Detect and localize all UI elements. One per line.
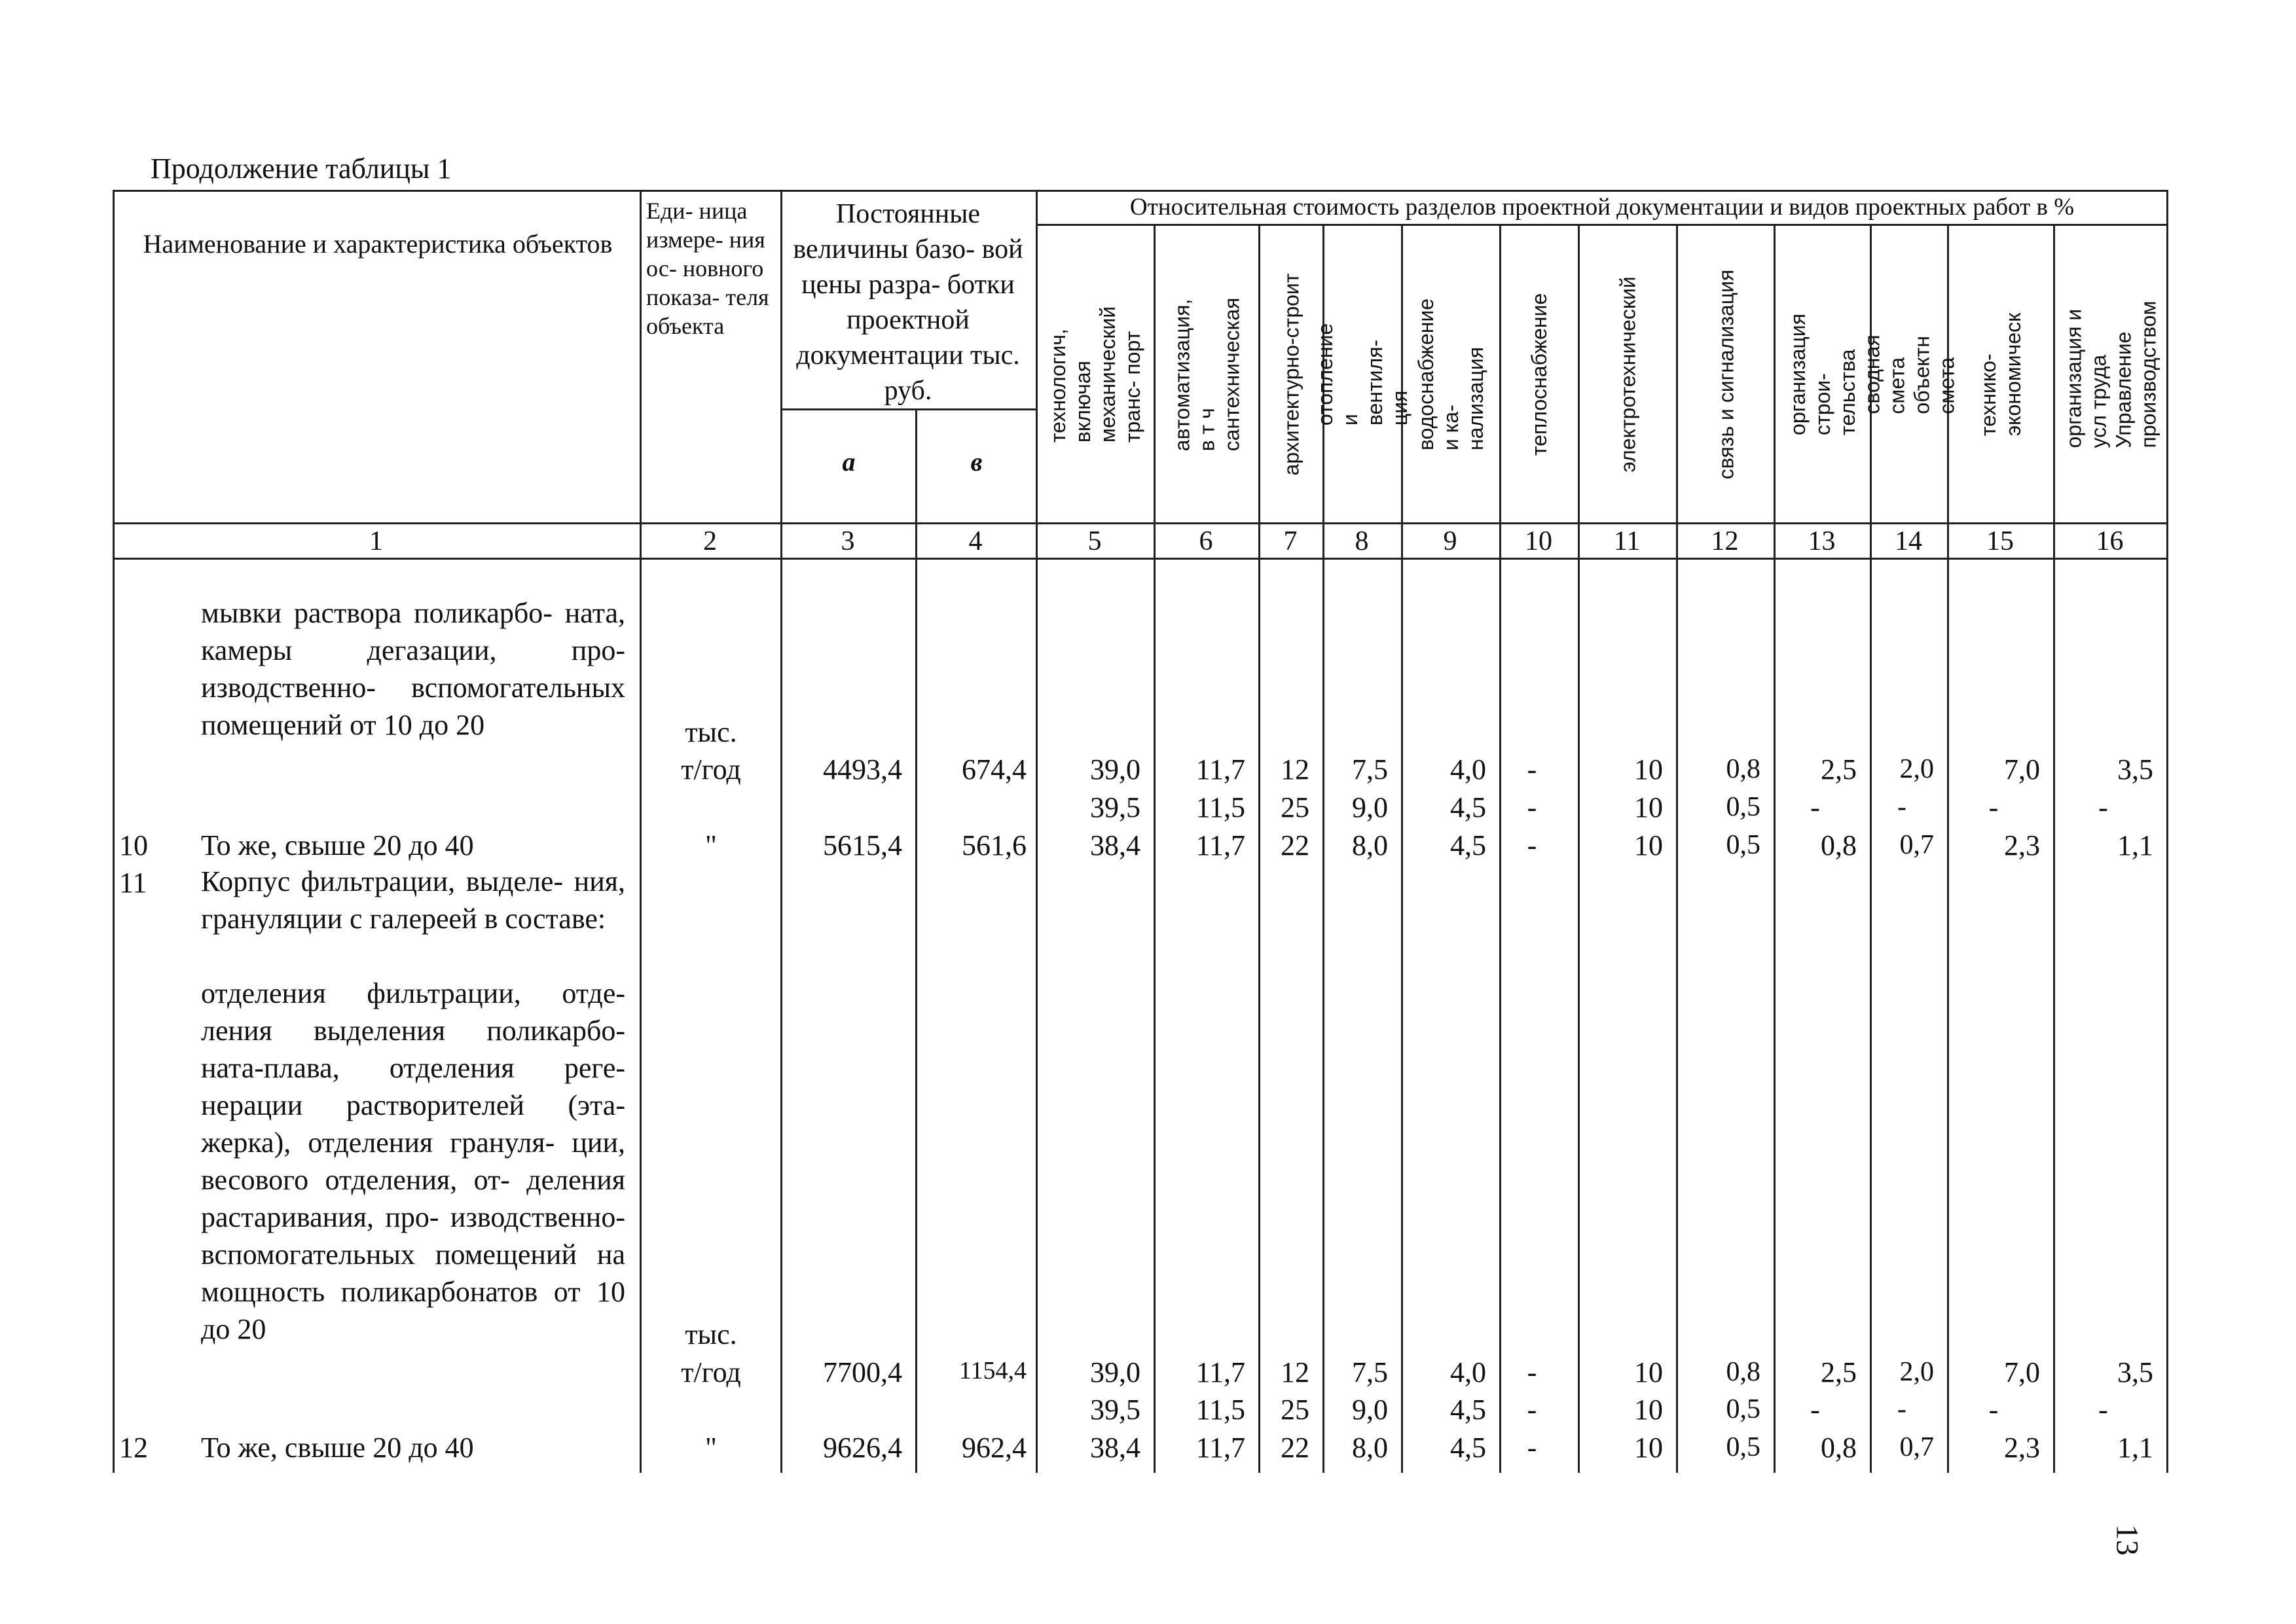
- col-number: 2: [703, 526, 717, 556]
- rule-numbers-top: [113, 522, 2168, 524]
- percent-cell: 39,0: [1090, 753, 1140, 785]
- rule-numbers-bottom: [113, 558, 2168, 560]
- header-col14: сводная смета объектн смета: [1860, 334, 1959, 414]
- percent-cell: 2,5: [1821, 753, 1857, 785]
- percent-cell: 4,0: [1450, 1356, 1486, 1388]
- value-a: 4493,4: [823, 753, 902, 785]
- col-number: 8: [1355, 526, 1369, 556]
- percent-cell: 10: [1634, 1432, 1663, 1464]
- header-col7: архитектурно-строит: [1279, 273, 1303, 475]
- percent-cell: 38,4: [1090, 1432, 1140, 1464]
- header-col11: электротехнический: [1616, 276, 1640, 473]
- col-number: 14: [1895, 526, 1922, 556]
- percent-cell: -: [1810, 791, 1820, 823]
- percent-cell: 2,0: [1899, 754, 1934, 784]
- percent-cell: 11,5: [1195, 1394, 1245, 1426]
- value-a: 7700,4: [823, 1356, 902, 1388]
- value-b: 561,6: [962, 829, 1027, 861]
- percent-cell: 2,3: [2004, 829, 2040, 861]
- percent-cell: 9,0: [1352, 791, 1388, 823]
- percent-cell: 7,0: [2004, 753, 2040, 785]
- percent-cell: 4,5: [1450, 1394, 1486, 1426]
- row-text: мывки раствора поликарбо- ната, камеры дегазации, про- изводственно- вспомогательных помещений от 10 до 20: [201, 597, 625, 741]
- percent-cell: 10: [1634, 791, 1663, 823]
- row-text: То же, свыше 20 до 40: [201, 1432, 474, 1464]
- rule-top: [113, 190, 2168, 192]
- percent-cell: 10: [1634, 753, 1663, 785]
- percent-cell: 25: [1281, 1394, 1309, 1426]
- unit-cell: т/год: [681, 753, 741, 785]
- header-base-price: Постоянные величины базо- вой цены разра- ботки проектной документации тыс. руб.: [793, 199, 1023, 406]
- header-group: Относительная стоимость разделов проектной документации и видов проектных работ в %: [1129, 194, 2075, 221]
- percent-cell: -: [2098, 791, 2108, 823]
- percent-cell: 1,1: [2117, 1432, 2153, 1464]
- percent-cell: 0,7: [1899, 830, 1934, 860]
- value-a: 9626,4: [823, 1432, 902, 1464]
- table-caption: Продолжение таблицы 1: [151, 153, 452, 185]
- percent-cell: -: [1988, 1394, 1999, 1426]
- row-number: 11: [119, 867, 147, 899]
- row-text: Корпус фильтрации, выделе- ния, грануляции с галереей в составе:: [201, 865, 625, 935]
- cost-table: [113, 190, 2168, 1473]
- header-name: Наименование и характеристика объектов: [143, 229, 613, 259]
- percent-cell: 1,1: [2117, 829, 2153, 861]
- header-col8: отопление и вентиля- ция: [1313, 323, 1412, 425]
- percent-cell: 10: [1634, 1394, 1663, 1426]
- header-col6: автоматизация, в т ч сантехническая: [1170, 297, 1244, 451]
- value-a: 5615,4: [823, 829, 902, 861]
- header-col15: технико- экономическ: [1977, 312, 2026, 436]
- percent-cell: 0,5: [1726, 1432, 1760, 1462]
- percent-cell: -: [1527, 1356, 1537, 1388]
- percent-cell: 39,5: [1090, 1394, 1140, 1426]
- percent-cell: 4,5: [1450, 791, 1486, 823]
- percent-cell: 11,7: [1195, 1356, 1245, 1388]
- percent-cell: 4,5: [1450, 1432, 1486, 1464]
- header-col5: технологич, включая механический транс- порт: [1046, 306, 1145, 442]
- percent-cell: 0,8: [1726, 754, 1760, 784]
- percent-cell: 4,0: [1450, 753, 1486, 785]
- percent-cell: -: [1897, 1394, 1906, 1424]
- page-number: 13: [2109, 1524, 2145, 1556]
- percent-cell: 8,0: [1352, 829, 1388, 861]
- percent-cell: 2,3: [2004, 1432, 2040, 1464]
- row-number: 12: [119, 1432, 148, 1464]
- percent-cell: 0,5: [1726, 792, 1760, 822]
- percent-cell: 3,5: [2117, 753, 2153, 785]
- unit-cell: ": [705, 1432, 717, 1464]
- percent-cell: 11,7: [1195, 1432, 1245, 1464]
- col-number: 11: [1613, 526, 1641, 556]
- col-number: 13: [1808, 526, 1836, 556]
- unit-cell: тыс.: [685, 716, 737, 748]
- percent-cell: 8,0: [1352, 1432, 1388, 1464]
- rule-v: [915, 408, 917, 1473]
- percent-cell: -: [1527, 1432, 1537, 1464]
- percent-cell: 22: [1281, 829, 1309, 861]
- col-number: 7: [1283, 526, 1298, 556]
- percent-cell: 22: [1281, 1432, 1309, 1464]
- percent-cell: 0,7: [1899, 1432, 1934, 1462]
- percent-cell: 12: [1281, 1356, 1309, 1388]
- percent-cell: 39,0: [1090, 1356, 1140, 1388]
- percent-cell: 25: [1281, 791, 1309, 823]
- percent-cell: 7,5: [1352, 1356, 1388, 1388]
- percent-cell: 0,5: [1726, 830, 1760, 860]
- percent-cell: 9,0: [1352, 1394, 1388, 1426]
- percent-cell: 3,5: [2117, 1356, 2153, 1388]
- percent-cell: 7,5: [1352, 753, 1388, 785]
- percent-cell: -: [1527, 753, 1537, 785]
- header-col9: водоснабжение и ка- нализация: [1414, 298, 1488, 450]
- percent-cell: 0,5: [1726, 1394, 1760, 1424]
- percent-cell: 0,8: [1821, 829, 1857, 861]
- row-number: 10: [119, 829, 148, 861]
- col-number: 6: [1199, 526, 1213, 556]
- percent-cell: 0,8: [1821, 1432, 1857, 1464]
- rule-ab: [780, 408, 1036, 410]
- percent-cell: 11,5: [1195, 791, 1245, 823]
- rule-v: [2166, 190, 2168, 1473]
- percent-cell: 4,5: [1450, 829, 1486, 861]
- unit-cell: т/год: [681, 1356, 741, 1388]
- percent-cell: -: [2098, 1394, 2108, 1426]
- percent-cell: -: [1527, 829, 1537, 861]
- percent-cell: 10: [1634, 829, 1663, 861]
- percent-cell: 12: [1281, 753, 1309, 785]
- col-number: 10: [1525, 526, 1552, 556]
- value-b: 962,4: [962, 1432, 1027, 1464]
- header-col16: организация и усл труда Управление производством: [2062, 300, 2160, 448]
- percent-cell: 38,4: [1090, 829, 1140, 861]
- percent-cell: -: [1527, 791, 1537, 823]
- value-b: 674,4: [962, 753, 1027, 785]
- row-text: отделения фильтрации, отде- ления выделения поликарбо- ната-плава, отделения реге- нерации растворителей (эта- жерка), отделения грануля- ции, весового отделения, от- деления растаривания, про- изводственно- вспомогательных помещений на мощность поликарбонатов от 10 до 20: [201, 977, 625, 1345]
- header-col10: теплоснабжение: [1527, 293, 1552, 456]
- col-number: 12: [1711, 526, 1739, 556]
- header-sub-b: в: [970, 447, 983, 477]
- col-number: 15: [1986, 526, 2014, 556]
- header-sub-a: а: [842, 447, 856, 477]
- row-text: То же, свыше 20 до 40: [201, 829, 474, 861]
- col-number: 3: [841, 526, 855, 556]
- col-number: 16: [2096, 526, 2124, 556]
- col-number: 9: [1443, 526, 1457, 556]
- col-number: 4: [968, 526, 983, 556]
- header-unit: Еди- ница измере- ния ос- новного показа- теля объекта: [646, 198, 769, 339]
- unit-cell: тыс.: [685, 1318, 737, 1350]
- rule-v: [113, 190, 115, 1473]
- value-b: 1154,4: [958, 1357, 1027, 1384]
- unit-cell: ": [705, 829, 717, 861]
- percent-cell: -: [1527, 1394, 1537, 1426]
- percent-cell: 2,5: [1821, 1356, 1857, 1388]
- percent-cell: -: [1897, 792, 1906, 822]
- col-number: 5: [1087, 526, 1102, 556]
- percent-cell: 2,0: [1899, 1357, 1934, 1387]
- percent-cell: -: [1810, 1394, 1820, 1426]
- header-col13: организация строи- тельства: [1786, 313, 1859, 435]
- percent-cell: -: [1988, 791, 1999, 823]
- percent-cell: 7,0: [2004, 1356, 2040, 1388]
- percent-cell: 11,7: [1195, 753, 1245, 785]
- percent-cell: 0,8: [1726, 1357, 1760, 1387]
- percent-cell: 11,7: [1195, 829, 1245, 861]
- col-number: 1: [369, 526, 383, 556]
- header-col12: связь и сигнализация: [1714, 269, 1738, 479]
- percent-cell: 10: [1634, 1356, 1663, 1388]
- percent-cell: 39,5: [1090, 791, 1140, 823]
